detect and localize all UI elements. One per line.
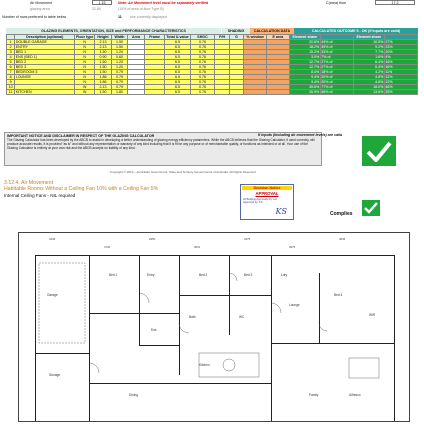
row-width[interactable]: 0.79 <box>111 70 128 75</box>
row-pct2: 4.2% <box>353 70 384 75</box>
prefer-note: use currently displayed <box>130 15 167 19</box>
row-pct2: 9.2% <box>353 45 384 50</box>
row-height[interactable]: 0.90 <box>95 55 112 60</box>
row-height[interactable]: 1.50 <box>95 70 112 75</box>
row-shgc[interactable]: 0.76 <box>190 60 215 65</box>
row-share1: 27% of <box>320 60 353 65</box>
row-shgc[interactable]: 0.76 <box>190 50 215 55</box>
room-label: Ens <box>151 328 157 332</box>
row-width[interactable]: 0.79 <box>111 80 128 85</box>
row-width[interactable]: 1.20 <box>111 60 128 65</box>
row-desc[interactable]: BED 2 <box>15 60 75 65</box>
row-share2: 16% <box>384 60 417 65</box>
row-share1: 27% of <box>320 65 353 70</box>
room-label: Ldry <box>281 273 288 277</box>
row-share1: 20% of <box>320 80 353 85</box>
row-pct2: 4.8% <box>353 75 384 80</box>
col-header-width: Width <box>111 35 128 40</box>
row-width[interactable]: 0.79 <box>111 75 128 80</box>
row-desc[interactable]: ENS (BED 1) <box>15 55 75 60</box>
row-height[interactable]: 1.86 <box>95 80 112 85</box>
row-width[interactable]: 1.80 <box>111 90 128 95</box>
room-label: Entry <box>147 273 155 277</box>
row-area <box>128 90 145 95</box>
row-share2: 35% <box>384 90 417 95</box>
plan-dimension: 3610 <box>194 245 201 249</box>
col-header-height: Height <box>95 35 112 40</box>
row-desc[interactable]: BED 1 <box>15 50 75 55</box>
plan-dimension: 3845 <box>339 237 346 241</box>
row-share1: 20% of <box>320 75 353 80</box>
col-header-frame: Frame <box>144 35 165 40</box>
row-uvalue[interactable]: 6.5 <box>165 65 190 70</box>
row-id[interactable]: 11 <box>7 90 15 95</box>
row-type[interactable]: N <box>75 50 95 55</box>
row-share1: 77% of <box>320 85 353 90</box>
row-uvalue[interactable]: 6.5 <box>165 85 190 90</box>
row-pct1: 26.9% <box>289 90 320 95</box>
row-type[interactable]: N <box>75 70 95 75</box>
row-share1: 58% of <box>320 90 353 95</box>
shading-title: SHADING <box>222 28 250 34</box>
row-id[interactable]: 2 <box>7 45 15 50</box>
row-type[interactable]: W <box>75 85 95 90</box>
row-desc[interactable]: BEDROOM 3 <box>15 70 75 75</box>
row-share2: 27% <box>384 40 417 45</box>
row-pct2: 13.6% <box>353 90 384 95</box>
valid-text: If inputs (including air movement levels) are valid <box>258 133 343 137</box>
row-share1: 39% of <box>320 45 353 50</box>
row-id[interactable]: 5 <box>7 60 15 65</box>
row-frame <box>144 90 165 95</box>
col-header-uvalue: Total U-value <box>166 35 189 39</box>
row-width[interactable]: 0.79 <box>111 85 128 90</box>
plan-dimension: 3475 <box>244 237 251 241</box>
room-label: Bed 4 <box>334 293 343 297</box>
row-type[interactable]: N <box>75 55 95 60</box>
row-id[interactable]: 6 <box>7 65 15 70</box>
row-share2: 12% <box>384 75 417 80</box>
stamp-status: APPROVAL <box>255 191 279 196</box>
row-uvalue[interactable]: 6.5 <box>165 45 190 50</box>
room-label: Storage <box>49 373 61 377</box>
row-ph <box>215 90 229 95</box>
col-header-shgc: SHGC <box>190 35 215 40</box>
room-label: Dining <box>129 393 139 397</box>
row-type[interactable]: N <box>75 60 95 65</box>
row-pct2: 18.0% <box>353 85 384 90</box>
row-pct1: 18.2% <box>289 45 320 50</box>
row-height[interactable]: 1.86 <box>95 75 112 80</box>
room-label: Alfresco <box>349 393 361 397</box>
row-type[interactable]: N <box>75 75 95 80</box>
room-label: Bed 3 <box>244 273 253 277</box>
row-pct2: 4.8% <box>353 80 384 85</box>
row-uvalue[interactable]: 6.5 <box>165 70 190 75</box>
row-share2: 4% <box>384 55 417 60</box>
stamp-signature: KS <box>275 207 287 216</box>
row-type[interactable]: W <box>75 90 95 95</box>
row-type[interactable]: N <box>75 45 95 50</box>
row-pct1: 15.2% <box>289 50 320 55</box>
col-header-desc: Description (optional) <box>15 35 75 40</box>
room-label: Kitchen <box>199 363 210 367</box>
row-id[interactable]: 3 <box>7 50 15 55</box>
row-share2: 20% <box>384 50 417 55</box>
disclaimer-title: IMPORTANT NOTICE AND DISCLAIMER IN RESPECT OF THE GLAZING CALCULATOR <box>7 134 155 138</box>
room-label: Family <box>309 393 319 397</box>
row-width[interactable]: 0.60 <box>111 55 128 60</box>
row-height[interactable]: 2.13 <box>95 45 112 50</box>
disclaimer-box <box>4 132 322 166</box>
glazing-area-value: 22.80 <box>92 7 101 11</box>
col-header-area: Area <box>128 35 145 40</box>
room-label: Garage <box>47 293 58 297</box>
row-pct1: 12.7% <box>289 65 320 70</box>
row-id[interactable]: 10 <box>7 85 15 90</box>
table-title: GLAZING ELEMENTS, ORIENTATION, SIZE and PERFORMANCE CHARACTERISTICS <box>6 28 221 34</box>
calc-title: CALCULATION DATA <box>250 28 294 34</box>
copyright: Copyright © 2010 – Australian Government, State and Territory Governments of Australia. All Rights Reserved <box>110 170 256 174</box>
plan-dimension: 2950 <box>149 237 156 241</box>
row-uvalue[interactable]: 6.5 <box>165 40 190 45</box>
glazing-area-note: (15% of area of floor Type B) <box>118 7 164 11</box>
row-height[interactable]: 1.50 <box>95 90 112 95</box>
table-row <box>7 90 418 95</box>
check-icon <box>362 136 396 166</box>
disclaimer-body: The Glazing Calculator has been developed by the ABCB to assist in developing a better understanding of glazing energy efficiency parameters. While the ABCB believes that the Glazing Calculator, if used correctly, will produce accurate results, it is provided "as is" and without any representation or warranty of any kind including that it is fit for any purpose or of merchantable quality, or functions as intended or at all. Your use of the Glazing Calculator is entirely at your own risk and the ABCB accepts no liability of any kind. <box>7 138 315 150</box>
row-pct1: 9.4% <box>289 75 320 80</box>
row-desc[interactable]: ENTRY <box>15 45 75 50</box>
row-shgc[interactable]: 0.76 <box>190 45 215 50</box>
row-id[interactable]: 4 <box>7 55 15 60</box>
stamp-line1: All Building Approvals Pty Ltd <box>243 198 277 201</box>
row-pct1: 20.6% <box>289 40 320 45</box>
row-shgc[interactable]: 0.76 <box>190 40 215 45</box>
row-desc[interactable]: LOUNGE <box>15 75 75 80</box>
plan-dimension: 4720 <box>104 245 111 249</box>
calc-value: 17.2 <box>375 0 415 5</box>
row-desc[interactable]: DOUBLE GARAGE <box>15 40 75 45</box>
stamp-line2: Approved by: KS <box>243 201 263 204</box>
outcome-title: CALCULATED OUTCOME 5 - OK (if inputs are valid) <box>294 28 418 34</box>
row-pct1: 8.4% <box>289 70 320 75</box>
plan-dimension: 4975 <box>289 245 296 249</box>
row-height[interactable]: 2.13 <box>95 85 112 90</box>
row-share1: 33% of <box>320 50 353 55</box>
air-movement-label: Air Movement <box>30 1 53 5</box>
row-share2: 23% <box>384 45 417 50</box>
complies-label: Complies <box>330 211 353 217</box>
row-type[interactable]: N <box>75 65 95 70</box>
prefer-value[interactable]: 11 <box>118 15 122 19</box>
row-shgc[interactable]: 0.76 <box>190 70 215 75</box>
room-label: Bed 1 <box>109 273 118 277</box>
section-number: 3.12.4. Air Movement <box>4 180 54 186</box>
row-uvalue[interactable]: 6.5 <box>165 90 190 95</box>
row-share2: 12% <box>384 80 417 85</box>
row-shgc[interactable]: 0.76 <box>190 55 215 60</box>
room-label: Bath <box>189 315 196 319</box>
approval-stamp <box>240 184 294 220</box>
row-shgc[interactable]: 0.76 <box>190 75 215 80</box>
row-uvalue[interactable]: 6.5 <box>165 80 190 85</box>
row-shgc[interactable]: 0.76 <box>190 80 215 85</box>
row-width[interactable]: 1.20 <box>111 50 128 55</box>
row-id[interactable]: 8 <box>7 75 15 80</box>
room-label: WIR <box>369 313 376 317</box>
row-share1: 18% of <box>320 70 353 75</box>
row-type[interactable]: N <box>75 80 95 85</box>
row-id[interactable]: 9 <box>7 80 15 85</box>
row-desc[interactable]: BED 3 <box>15 65 75 70</box>
row-pct2: 6.4% <box>353 60 384 65</box>
row-pct2: 1.6% <box>353 55 384 60</box>
col-header-earea: E area <box>267 35 290 40</box>
row-share2: 11% <box>384 70 417 75</box>
section-subtitle: Internal Ceiling Fans - NIL required <box>4 193 76 198</box>
row-height[interactable]: 1.50 <box>95 65 112 70</box>
row-id[interactable]: 1 <box>7 40 15 45</box>
air-movement-note: Note: Air Movement level must be separately verified <box>118 1 209 5</box>
glazing-area-label: glazing area <box>30 7 50 11</box>
row-g <box>229 90 243 95</box>
complies-check-icon <box>362 200 380 216</box>
col-header-share2: Element share <box>353 35 384 40</box>
row-pct1: 12.7% <box>289 60 320 65</box>
row-earea <box>267 90 290 95</box>
row-id[interactable]: 7 <box>7 70 15 75</box>
room-label: Bed 2 <box>199 273 208 277</box>
row-width[interactable]: 1.50 <box>111 40 128 45</box>
prefer-label: Number of rows preferred to table below <box>2 15 67 19</box>
floor-plan <box>18 232 410 422</box>
col-header-pct: % window <box>244 35 267 40</box>
row-uvalue[interactable]: 6.5 <box>165 55 190 60</box>
row-width[interactable]: 1.50 <box>111 45 128 50</box>
row-type[interactable]: N <box>75 40 95 45</box>
row-uvalue[interactable]: 6.5 <box>165 75 190 80</box>
row-shgc[interactable]: 0.76 <box>190 65 215 70</box>
row-shgc[interactable]: 0.76 <box>190 90 215 95</box>
air-movement-value[interactable]: 1.15 <box>92 0 112 5</box>
row-uvalue[interactable]: 6.5 <box>165 50 190 55</box>
room-label: Lounge <box>289 303 300 307</box>
row-uvalue[interactable]: 6.5 <box>165 60 190 65</box>
row-pct1: 9.4% <box>289 80 320 85</box>
row-height[interactable]: 1.50 <box>95 50 112 55</box>
row-share1: 7% of <box>320 55 353 60</box>
row-share2: 16% <box>384 65 417 70</box>
row-pct1: 3.0% <box>289 55 320 60</box>
row-height[interactable]: 1.50 <box>95 60 112 65</box>
col-header-g: G <box>229 35 243 40</box>
stamp-title: Decision Notice <box>242 186 292 190</box>
row-pct2: 10.5% <box>353 40 384 45</box>
row-pct2: 7.7% <box>353 50 384 55</box>
glazing-table <box>6 34 418 95</box>
row-width[interactable]: 1.20 <box>111 65 128 70</box>
row-share1: 44% of <box>320 40 353 45</box>
col-header-share1: Element share <box>289 35 320 40</box>
row-pct-window <box>244 90 267 95</box>
row-desc[interactable]: KITCHEN <box>15 90 75 95</box>
row-height[interactable]: 2.13 <box>95 40 112 45</box>
row-pct2: 6.4% <box>353 65 384 70</box>
section-title: Habitable Rooms Without a Ceiling Fan 10% with a Ceiling Fan 5% <box>4 186 159 192</box>
col-header-type: Floor type <box>76 35 94 39</box>
row-share2: 46% <box>384 85 417 90</box>
calc-label: C(area) floor <box>326 1 347 5</box>
row-pct1: 35.6% <box>289 85 320 90</box>
row-shgc[interactable]: 0.76 <box>190 85 215 90</box>
plan-dimension: 4345 <box>49 237 56 241</box>
room-label: WC <box>239 315 245 319</box>
col-header-ph: P/H <box>215 35 229 40</box>
